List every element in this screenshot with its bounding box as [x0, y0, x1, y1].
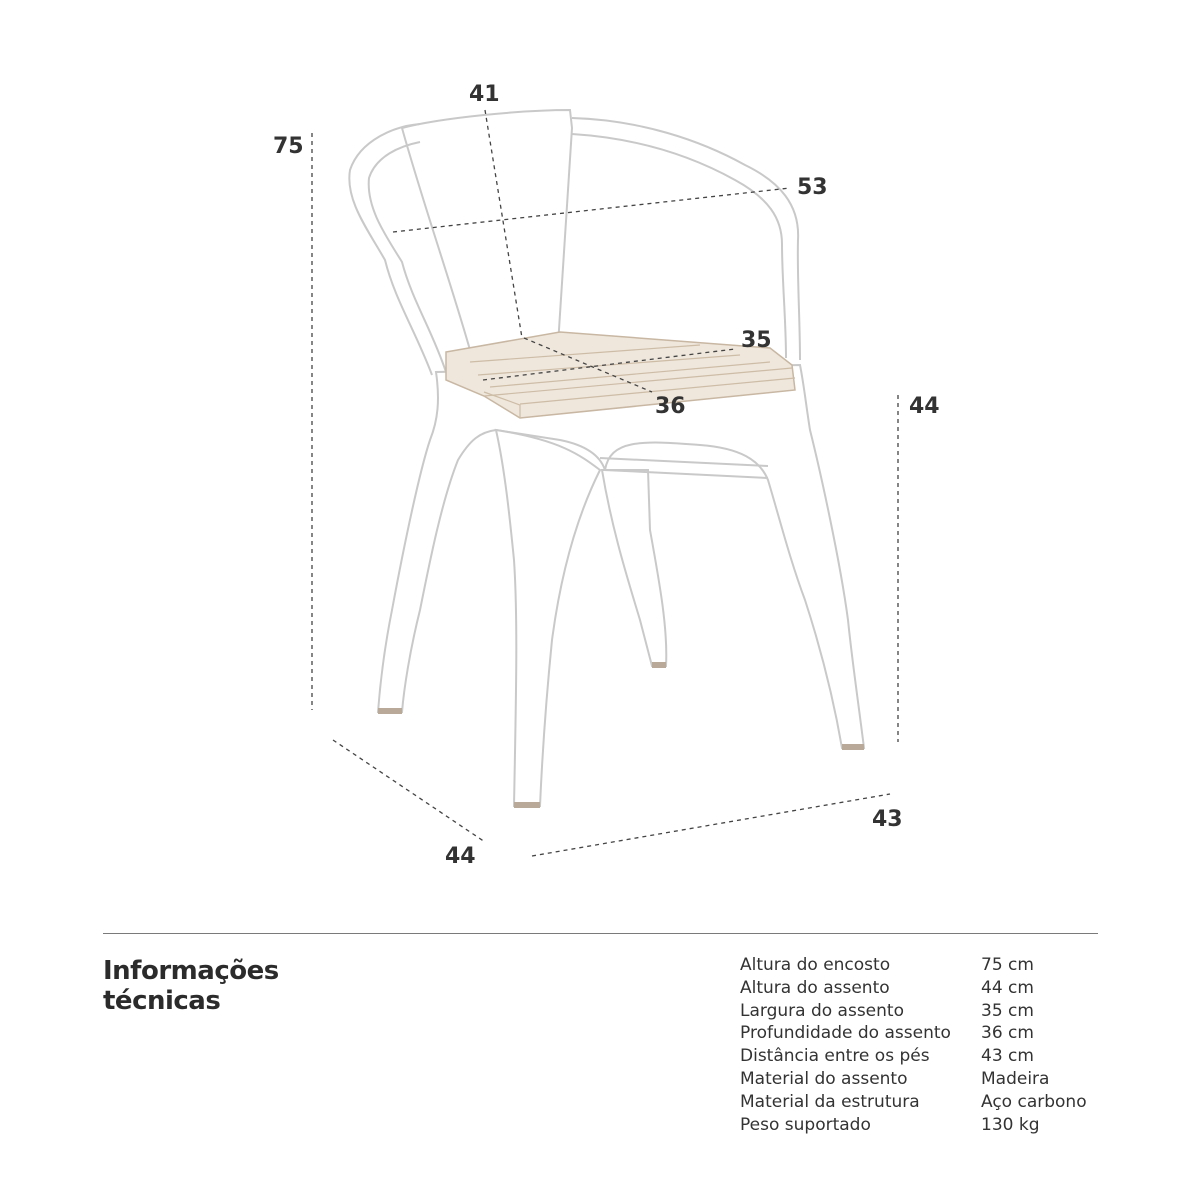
spec-value: Madeira — [981, 1068, 1050, 1089]
spec-value: 36 cm — [981, 1023, 1034, 1044]
spec-value: 44 cm — [981, 977, 1034, 998]
spec-value: 75 cm — [981, 955, 1034, 975]
chair-backrest — [402, 110, 572, 350]
spec-label: Profundidade do assento — [740, 1023, 951, 1044]
spec-row — [740, 1000, 1140, 1023]
chair-foot-cap — [842, 744, 864, 750]
spec-value: 43 cm — [981, 1046, 1034, 1067]
spec-row — [740, 1068, 1140, 1091]
spec-value: 130 kg — [981, 1114, 1040, 1135]
base-depth-dimension-line — [333, 740, 485, 842]
spec-table — [740, 954, 1140, 1136]
spec-label: Material do assento — [740, 1068, 908, 1089]
spec-value: 35 cm — [981, 1000, 1034, 1021]
spec-section-title — [103, 956, 403, 1016]
spec-row — [740, 1022, 1140, 1045]
spec-label: Peso suportado — [740, 1114, 871, 1135]
back-height-label: 75 — [273, 134, 304, 159]
seat-depth-label: 36 — [655, 394, 686, 419]
seat-width-label: 35 — [741, 328, 772, 353]
spec-label: Altura do assento — [740, 977, 890, 998]
spec-row — [740, 954, 1140, 977]
spec-value: Aço carbono — [981, 1091, 1087, 1112]
spec-row — [740, 1045, 1140, 1068]
seat-height-label: 44 — [909, 394, 940, 419]
spec-label: Altura do encosto — [740, 955, 891, 975]
chair-illustration — [349, 110, 864, 808]
spec-row — [740, 1091, 1140, 1114]
spec-title-line-2: técnicas — [103, 986, 221, 1016]
base-depth-label: 44 — [445, 844, 476, 869]
spec-title-line-1: Informações — [103, 956, 279, 986]
feet-distance-dimension-line — [532, 794, 890, 856]
section-divider — [103, 933, 1098, 934]
arm-width-label: 53 — [797, 175, 828, 200]
back-width-label: 41 — [469, 82, 500, 107]
chair-foot-cap — [514, 802, 540, 808]
spec-row — [740, 977, 1140, 1000]
chair-foot-cap — [378, 708, 402, 714]
chair-foot-cap — [652, 662, 666, 668]
spec-label: Material da estrutura — [740, 1091, 920, 1112]
spec-label: Distância entre os pés — [740, 1046, 930, 1067]
feet-distance-label: 43 — [872, 807, 903, 832]
spec-row — [740, 1114, 1140, 1137]
chair-front-leg — [496, 430, 600, 806]
spec-label: Largura do assento — [740, 1000, 904, 1021]
chair-rear-leg — [602, 470, 666, 666]
